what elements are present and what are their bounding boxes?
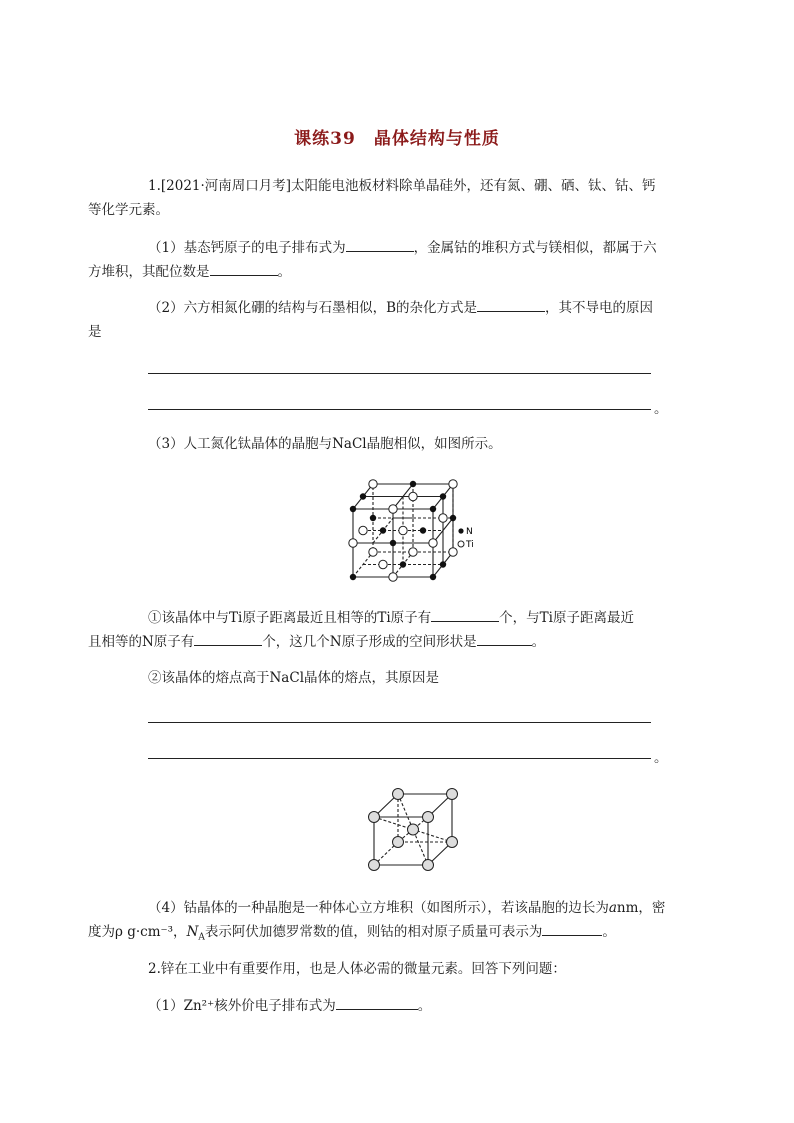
titanium-nitride-cell-figure: [340, 472, 490, 587]
q1-part2: （2）六方相氮化硼的结构与石墨相似，B的杂化方式是 ，其不导电的原因 是: [118, 296, 678, 344]
q1-stem-line2: 等化学元素。: [88, 202, 169, 218]
q1-stem-line1: 1.[2021·河南周口月考]太阳能电池板材料除单晶硅外，还有氮、硼、硒、钛、钴、钙: [148, 178, 656, 194]
answer-line[interactable]: [148, 722, 651, 723]
q2-part1: （1）Zn²⁺核外价电子排布式为 。: [118, 994, 678, 1018]
answer-line[interactable]: [148, 409, 651, 410]
q1-part4: （4）钴晶体的一种晶胞是一种体心立方堆积（如图所示），若该晶胞的边长为anm，密 度为ρ g·cm⁻³，$N_A$表示阿伏加德罗常数的值，则钴的相对原子质量可表示为 。: [88, 900, 666, 943]
answer-blank[interactable]: [431, 606, 499, 622]
answer-blank[interactable]: [477, 296, 545, 312]
legend-n-label: N: [466, 527, 473, 537]
q2-stem: 2.锌在工业中有重要作用，也是人体必需的微量元素。回答下列问题：: [148, 961, 566, 977]
cobalt-bcc-cell-figure: [362, 784, 462, 874]
answer-blank[interactable]: [542, 920, 602, 936]
answer-line[interactable]: [148, 758, 651, 759]
answer-blank[interactable]: [336, 994, 418, 1010]
q1-part3-sub1: ①该晶体中与Ti原子距离最近且相等的Ti原子有 个，与Ti原子距离最近 且相等的N原子有 个，这几个N原子形成的空间形状是 。: [118, 606, 678, 654]
legend-n-marker: [458, 528, 463, 533]
answer-blank[interactable]: [477, 630, 532, 646]
q1-stem: [88, 174, 678, 222]
page-title: 课练39 晶体结构与性质: [294, 129, 500, 149]
q1-part1: （1）基态钙原子的电子排布式为 ，金属钴的堆积方式与镁相似，都属于六 方堆积，其配位数是 。: [118, 236, 678, 284]
legend-ti-marker: [458, 541, 464, 547]
answer-line[interactable]: [148, 373, 651, 374]
q1-part3-intro: （3）人工氮化钛晶体的晶胞与NaCl晶胞相似，如图所示。: [148, 436, 502, 452]
answer-blank[interactable]: [194, 630, 262, 646]
answer-blank[interactable]: [346, 236, 414, 252]
q1-part3-sub2: ②该晶体的熔点高于NaCl晶体的熔点，其原因是: [148, 670, 440, 686]
answer-blank[interactable]: [210, 260, 278, 276]
legend-ti-label: Ti: [466, 540, 474, 550]
